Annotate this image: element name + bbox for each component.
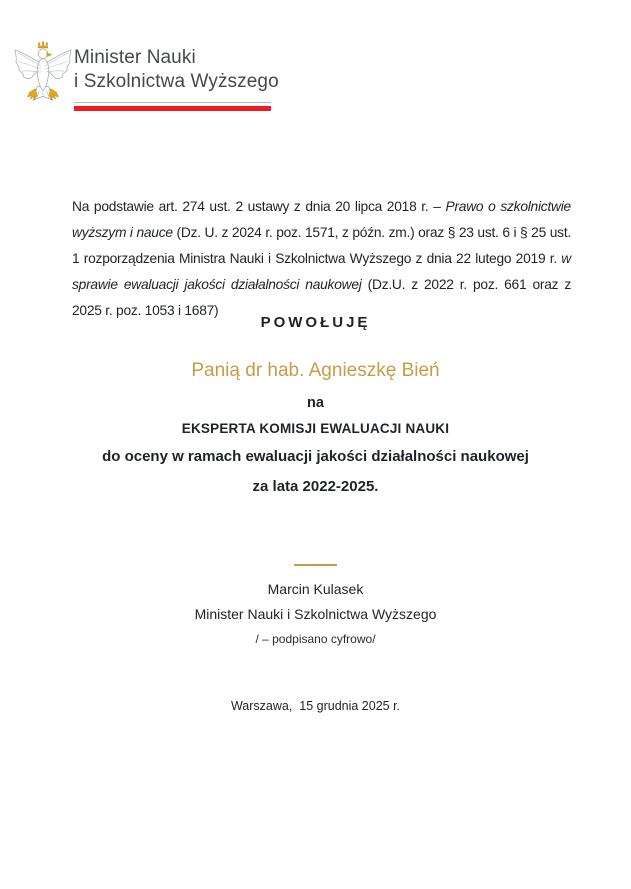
- signature-divider: [294, 564, 337, 566]
- evaluation-period: za lata 2022-2025.: [252, 478, 379, 495]
- legal-basis-paragraph: [72, 194, 571, 324]
- legal-regulation-title-italic: w sprawie ewaluacji jakości działalności naukowej: [72, 250, 571, 292]
- appointee-name: Panią dr hab. Agnieszkę Bień: [191, 360, 440, 381]
- decree-preposition: na: [307, 395, 324, 411]
- flag-red-stripe: [74, 106, 271, 111]
- appointed-role: EKSPERTA KOMISJI EWALUACJI NAUKI: [181, 421, 450, 436]
- legal-seg1: Na podstawie art. 274 ust. 2 ustawy z dnia 20 lipca 2018 r. –: [72, 198, 446, 214]
- flag-divider: [74, 102, 271, 111]
- coat-of-arms-eagle-icon: [14, 39, 72, 113]
- signer-title: Minister Nauki i Szkolnictwa Wyższego: [194, 606, 437, 622]
- legal-seg5: (Dz.U. z 2022 r. poz. 661 oraz z 2025 r. poz. 1053 i 1687): [72, 276, 571, 318]
- signer-name: Marcin Kulasek: [267, 581, 364, 597]
- ministry-name-line1: Minister Nauki: [74, 47, 196, 68]
- digital-signature-note: / – podpisano cyfrowo/: [255, 632, 376, 646]
- decree-action-heading: POWOŁUJĘ: [260, 314, 371, 331]
- ministry-name: [74, 46, 279, 94]
- appointment-purpose: do oceny w ramach ewaluacji jakości działalności naukowej: [102, 448, 529, 465]
- ministry-name-line2: i Szkolnictwa Wyższego: [74, 71, 279, 92]
- legal-seg3: (Dz. U. z 2024 r. poz. 1571, z późn. zm.) oraz § 23 ust. 6 i § 25 ust. 1 rozporządzenia Ministra Nauki i Szkolnictwa Wyższego z dnia 22 lutego 2019 r.: [72, 224, 571, 266]
- place-and-date: Warszawa, 15 grudnia 2025 r.: [230, 699, 401, 713]
- legal-act-title-italic: Prawo o szkolnictwie wyższym i nauce: [72, 198, 571, 240]
